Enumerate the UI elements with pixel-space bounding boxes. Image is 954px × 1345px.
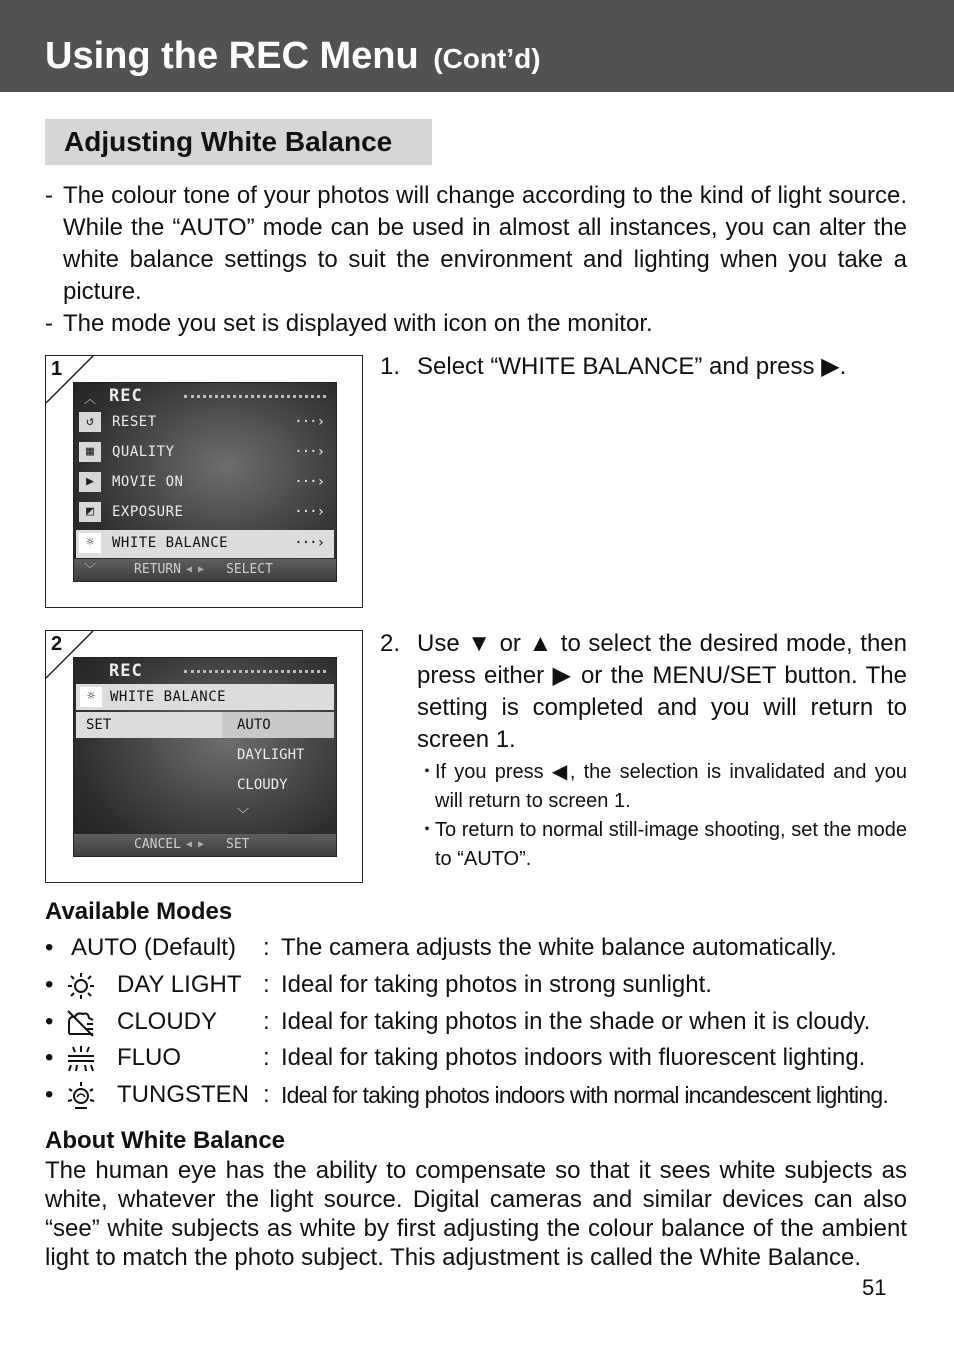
page-number: 51 [862,1275,887,1300]
chevron-down-icon: ﹀ [84,562,97,576]
tungsten-icon [65,1081,97,1111]
screen-number: 2 [51,633,63,655]
mode-fluo: • FLUO : Ideal for taking photos indoors with fluorescent lighting. [45,1042,915,1076]
lcd-footer [74,559,336,581]
reset-icon: ↺ [79,412,101,432]
title-contd: (Cont’d) [433,43,541,74]
lcd-footer [74,834,336,856]
intro-item: - The mode you set is displayed with icon on the monitor. [45,310,653,337]
step-notes [417,758,907,874]
menu-item-label: RESET [112,414,157,430]
step-number: 2. [380,630,401,657]
menu-item-quality[interactable] [76,439,334,467]
screen-1-illustration [45,355,363,608]
page-title [45,34,541,81]
mode-desc: Ideal for taking photos in strong sunlight. [281,971,712,998]
submenu-title [76,684,334,710]
mode-tungsten: • TUNGSTEN : Ideal for taking photos indoors with normal incandescent lighting. [45,1079,915,1113]
lcd-dots [184,670,326,673]
intro-text [45,180,907,340]
lcd-dots [184,395,326,398]
set-label: SET [86,717,112,733]
arrow-right-icon: ···› [294,535,324,551]
note-item: ・ If you press ◀, the selection is invalidated and you will return to screen 1. [417,761,907,812]
menu-item-movie-on[interactable] [76,469,334,497]
arrow-right-icon: ···› [294,504,324,520]
option-cloudy[interactable] [222,772,334,798]
note-item: ・ To return to normal still-image shooting, set the mode to “AUTO”. [417,819,907,870]
mode-cloudy: • CLOUDY : Ideal for taking photos in the shade or when it is cloudy. [45,1006,915,1040]
exposure-icon: ◩ [79,502,101,522]
mode-desc: The camera adjusts the white balance automatically. [281,934,837,961]
mode-name: AUTO (Default) [71,934,236,961]
menu-item-label: EXPOSURE [112,504,184,520]
mode-name: FLUO [117,1044,182,1071]
footer-select: SELECT [226,562,273,577]
step-number: 1. [380,353,401,380]
screen-2-illustration [45,630,363,883]
arrow-right-icon: ···› [294,474,324,490]
menu-item-white-balance[interactable] [76,530,334,558]
quality-icon: ▦ [79,442,101,462]
screen-number: 1 [51,358,63,380]
arrow-right-icon: ···› [294,444,324,460]
set-label-cell [76,712,222,738]
lcd-title: REC [109,386,143,406]
sun-icon [65,971,97,1001]
mode-desc: Ideal for taking photos indoors with fluorescent lighting. [281,1044,866,1071]
footer-set: SET [226,837,250,852]
section-heading-box [45,119,432,165]
menu-item-reset[interactable] [76,409,334,437]
option-auto[interactable] [222,712,334,738]
option-daylight[interactable] [222,742,334,768]
footer-cancel: CANCEL [134,837,181,852]
option-label: AUTO [237,717,271,733]
chevron-up-icon: ︿ [84,392,97,406]
arrow-right-icon: ···› [294,414,324,430]
step-text: Select “WHITE BALANCE” and press ▶. [417,353,847,380]
option-label: CLOUDY [237,777,288,793]
white-balance-icon: ☼ [79,533,101,553]
step-2 [380,628,907,874]
mode-auto: • AUTO (Default) : The camera adjusts the white balance automatically. [45,932,915,966]
mode-name: TUNGSTEN [117,1081,249,1108]
step-1 [380,351,907,383]
about-heading: About White Balance [45,1127,286,1154]
submenu-title-label: WHITE BALANCE [110,689,227,705]
cloudy-icon [65,1008,97,1038]
title-main: Using the REC Menu [45,35,419,77]
step-text: Use ▼ or ▲ to select the desired mode, then press either ▶ or the MENU/SET button. The setting is completed and you will return to screen 1. [417,630,907,753]
intro-item: - The colour tone of your photos will change according to the kind of light source. While the “AUTO” mode can be used in almost all instances, you can alter the white balance settings to suit the environment and lighting when you take a picture. [45,182,907,305]
menu-item-exposure[interactable] [76,499,334,527]
left-right-arrows-icon: ◀ ▶ [186,564,205,575]
chevron-down-icon: ﹀ [237,807,250,821]
white-balance-icon: ☼ [80,687,102,707]
mode-desc: Ideal for taking photos in the shade or when it is cloudy. [281,1008,871,1035]
page-header [0,0,954,92]
lcd-monitor [73,657,337,857]
menu-item-label: WHITE BALANCE [112,535,229,551]
left-right-arrows-icon: ◀ ▶ [186,839,205,850]
menu-item-label: QUALITY [112,444,175,460]
mode-name: CLOUDY [117,1008,218,1035]
lcd-monitor [73,382,337,582]
section-heading: Adjusting White Balance [64,126,393,157]
lcd-title: REC [109,661,143,681]
modes-heading: Available Modes [45,898,233,925]
option-label: DAYLIGHT [237,747,305,763]
mode-name: DAY LIGHT [117,971,242,998]
menu-item-label: MOVIE ON [112,474,184,490]
footer-return: RETURN [134,562,181,577]
movie-camera-icon: ▶ [79,472,101,492]
mode-daylight: • DAY LIGHT : Ideal for taking photos in strong sunlight. [45,969,915,1003]
mode-desc: Ideal for taking photos indoors with normal incandescent lighting. [281,1082,888,1108]
fluorescent-icon [65,1044,97,1074]
about-text: The human eye has the ability to compensate so that it sees white subjects as white, whatever the light source. Digital cameras and similar devices can also “see” white subjects as white by first adjusting the colour balance of the ambient light to match the photo subject. This adjustment is called the White Balance. [45,1157,907,1271]
